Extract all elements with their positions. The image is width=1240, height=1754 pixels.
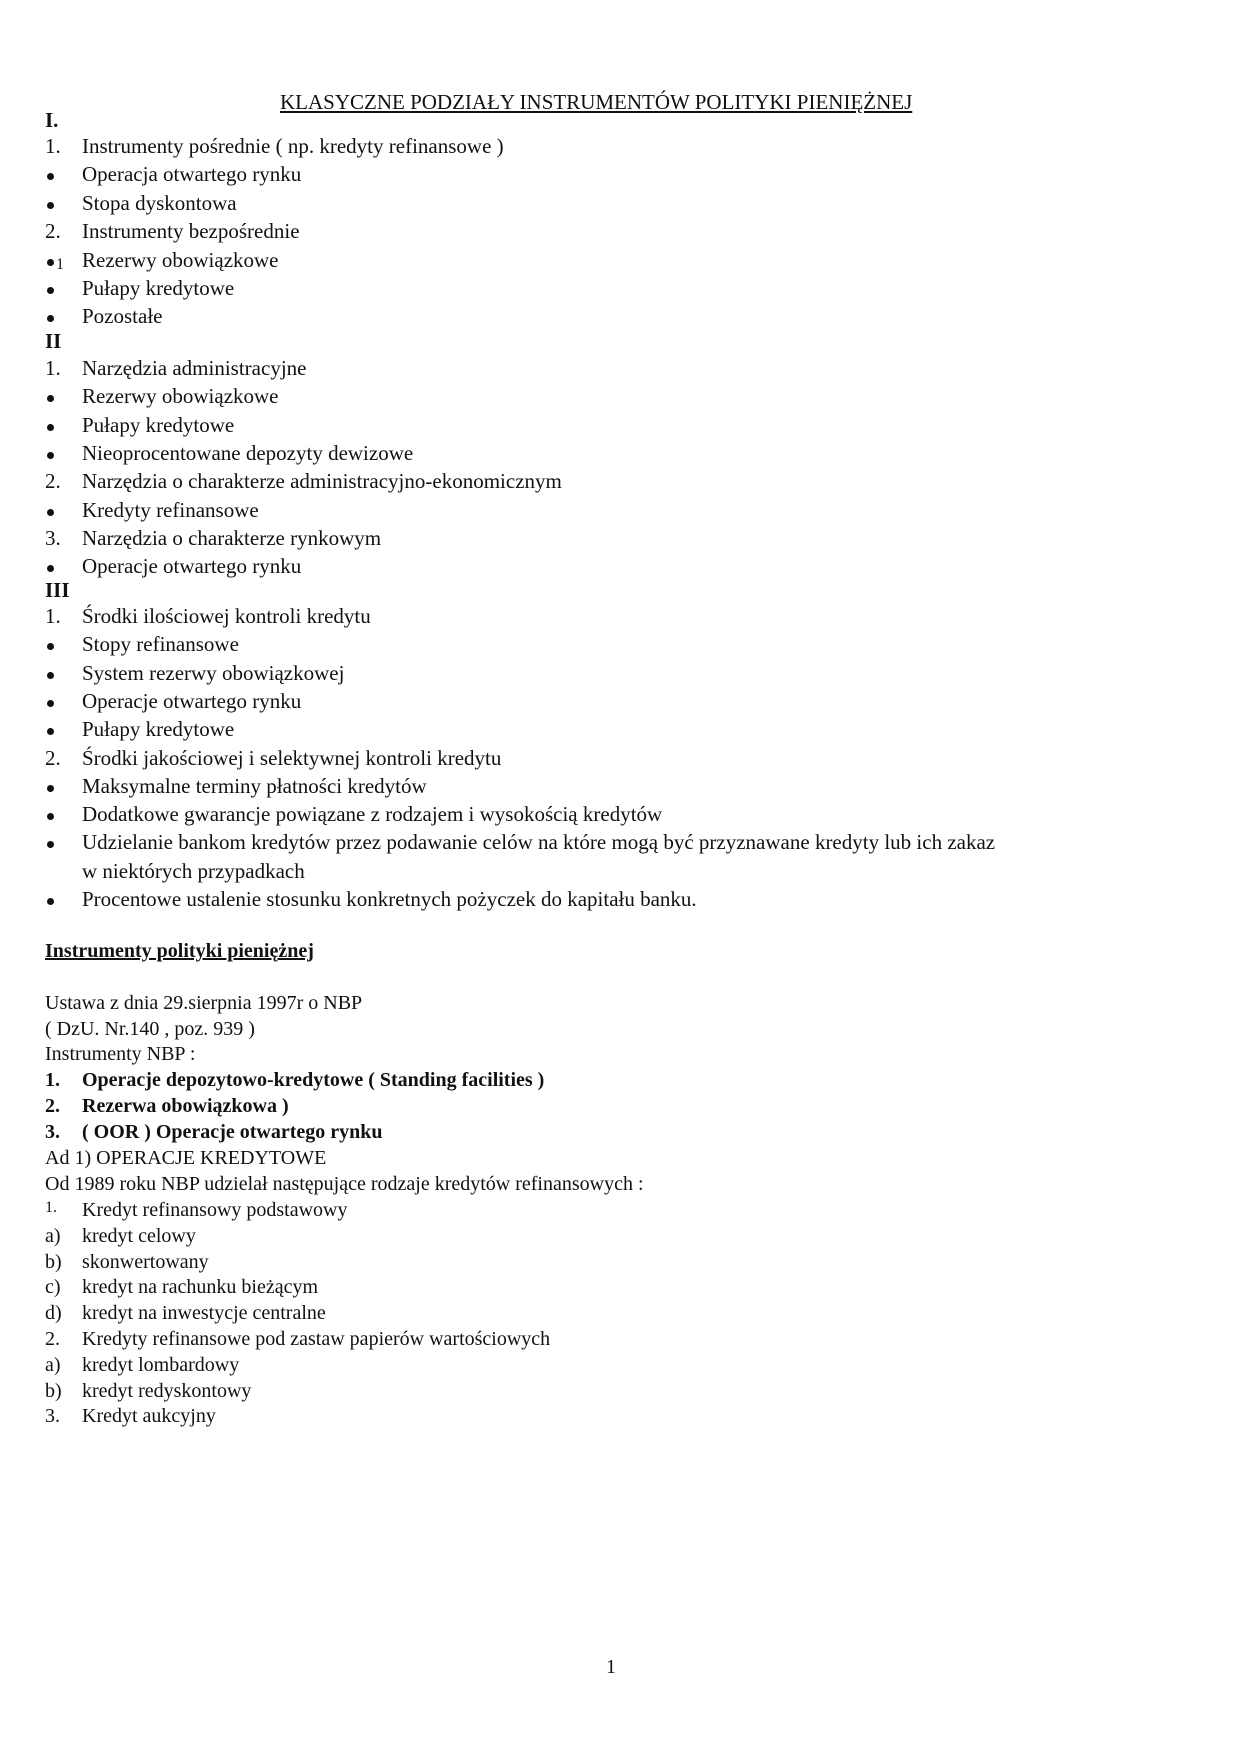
list-marker: 2.	[45, 745, 61, 770]
list-item-text: Rezerwy obowiązkowe	[82, 247, 279, 272]
bullet-icon	[47, 287, 54, 294]
text-line: Ustawa z dnia 29.sierpnia 1997r o NBP	[45, 992, 363, 1014]
list-item	[45, 774, 1195, 802]
list-item	[45, 356, 1195, 384]
credit-item	[45, 1380, 1195, 1408]
bullet-icon	[47, 509, 54, 516]
list-item-text: Środki jakościowej i selektywnej kontroli kredytu	[82, 745, 502, 770]
list-item-text: Instrumenty bezpośrednie	[82, 219, 300, 244]
list-item	[45, 689, 1195, 717]
list-item	[45, 632, 1195, 660]
list-item	[45, 830, 1195, 858]
list-item-text: Kredyt aukcyjny	[82, 1405, 216, 1428]
list-item-text: Rezerwa obowiązkowa )	[82, 1095, 289, 1117]
list-item-text: Narzędzia administracyjne	[82, 356, 307, 380]
list-item	[45, 134, 1195, 162]
bullet-icon	[47, 173, 54, 180]
list-item	[45, 498, 1195, 526]
list-item-text: Procentowe ustalenie stosunku konkretnych pożyczek do kapitału banku.	[82, 887, 697, 911]
bullet-icon	[47, 700, 54, 707]
list-item-text: Narzędzia o charakterze administracyjno-ekonomicznym	[82, 469, 562, 494]
list-item-text: Kredyty refinansowe	[82, 497, 259, 522]
list-marker: 2.	[45, 469, 61, 494]
bullet-icon	[47, 565, 54, 572]
list-item	[45, 219, 1195, 247]
list-item-text: Narzędzia o charakterze rynkowym	[82, 525, 382, 550]
bullet-icon	[47, 841, 54, 848]
nbp-instrument	[45, 1069, 1195, 1097]
bullet-icon	[47, 813, 54, 820]
list-item-text: Stopy refinansowe	[82, 632, 239, 657]
list-item-text: Pułapy kredytowe	[82, 412, 235, 437]
list-item-text: kredyt redyskontowy	[82, 1379, 252, 1402]
list-item-text: Pułapy kredytowe	[82, 276, 235, 300]
list-item-text: Środki ilościowej kontroli kredytu	[82, 604, 371, 628]
section-heading: II	[45, 329, 62, 353]
bullet-icon	[47, 728, 54, 735]
list-item-text: Operacje otwartego rynku	[82, 554, 302, 579]
bullet-icon	[47, 672, 54, 679]
text-line: ( DzU. Nr.140 , poz. 939 )	[45, 1018, 255, 1040]
list-marker: b)	[45, 1250, 62, 1273]
list-item-text: System rezerwy obowiązkowej	[82, 660, 345, 685]
list-marker: 1.	[45, 356, 61, 380]
credit-item	[45, 1199, 1195, 1227]
bullet-icon	[47, 785, 54, 792]
list-item-text: ( OOR ) Operacje otwartego rynku	[82, 1121, 383, 1143]
list-item-text: Kredyty refinansowe pod zastaw papierów wartościowych	[82, 1328, 551, 1350]
text-line: Od 1989 roku NBP udzielał następujące rodzaje kredytów refinansowych :	[45, 1173, 644, 1195]
list-marker: 3.	[45, 525, 61, 550]
list-marker: 1.	[45, 604, 61, 628]
bullet-icon	[47, 202, 54, 209]
list-item-text: Dodatkowe gwarancje powiązane z rodzajem i wysokością kredytów	[82, 802, 663, 827]
list-item-text: Instrumenty pośrednie ( np. kredyty refinansowe )	[82, 134, 504, 158]
list-marker: b)	[45, 1379, 62, 1402]
list-item	[45, 802, 1195, 830]
section-heading: I.	[45, 108, 59, 132]
list-item	[45, 746, 1195, 774]
list-item-text: skonwertowany	[82, 1250, 209, 1273]
list-item	[45, 554, 1195, 582]
credit-item	[45, 1328, 1195, 1356]
list-item	[45, 304, 1195, 332]
list-item	[45, 717, 1195, 745]
credit-item	[45, 1302, 1195, 1330]
list-marker: 2.	[45, 1095, 60, 1117]
list-item	[45, 859, 1195, 887]
list-marker: d)	[45, 1302, 62, 1325]
list-item	[45, 661, 1195, 689]
bullet-icon	[47, 315, 54, 322]
section-heading: III	[45, 578, 70, 602]
list-item	[45, 413, 1195, 441]
list-item-text: Operacje depozytowo-kredytowe ( Standing facilities )	[82, 1069, 545, 1091]
bullet-icon	[47, 643, 54, 650]
credit-item	[45, 1251, 1195, 1279]
list-item-text: kredyt na inwestycje centralne	[82, 1302, 326, 1325]
list-marker: 1.	[45, 134, 61, 158]
list-item-text: Udzielanie bankom kredytów przez podawanie celów na które mogą być przyznawane kredyty lub ich zakaz	[82, 830, 996, 855]
list-item-text: Nieoprocentowane depozyty dewizowe	[82, 440, 414, 465]
nbp-instrument	[45, 1095, 1195, 1123]
list-item	[45, 191, 1195, 219]
list-item	[45, 604, 1195, 632]
list-item-text: Rezerwy obowiązkowe	[82, 384, 279, 409]
list-item-text: Maksymalne terminy płatności kredytów	[82, 773, 427, 798]
list-item-text: kredyt na rachunku bieżącym	[82, 1276, 319, 1299]
list-item-text: Stopa dyskontowa	[82, 190, 237, 215]
list-marker: 1.	[45, 1069, 60, 1091]
page-number: 1	[606, 1656, 616, 1678]
list-marker: 3.	[45, 1121, 60, 1143]
list-item	[45, 248, 1195, 276]
list-item-text: Pozostałe	[82, 304, 163, 329]
list-item	[45, 162, 1195, 190]
list-item	[45, 384, 1195, 412]
list-item	[45, 887, 1195, 915]
bullet-icon	[47, 395, 54, 402]
list-item-text: kredyt lombardowy	[82, 1353, 240, 1376]
list-marker: c)	[45, 1276, 61, 1299]
list-item-text: Pułapy kredytowe	[82, 717, 235, 742]
stray-mark: 1	[56, 256, 64, 273]
bullet-icon	[47, 259, 54, 266]
credit-item	[45, 1225, 1195, 1253]
list-marker: 3.	[45, 1405, 60, 1428]
list-marker: 2.	[45, 1328, 60, 1350]
nbp-instrument	[45, 1121, 1195, 1149]
list-item-text: w niektórych przypadkach	[82, 858, 305, 883]
document-title: KLASYCZNE PODZIAŁY INSTRUMENTÓW POLITYKI PIENIĘŻNEJ	[280, 90, 913, 114]
list-item-text: Operacje otwartego rynku	[82, 688, 302, 713]
bullet-icon	[47, 424, 54, 431]
bullet-icon	[47, 452, 54, 459]
text-line: Instrumenty NBP :	[45, 1043, 196, 1065]
text-line: Ad 1) OPERACJE KREDYTOWE	[45, 1147, 327, 1169]
list-marker: a)	[45, 1353, 61, 1376]
list-item	[45, 526, 1195, 554]
credit-item	[45, 1354, 1195, 1382]
list-marker: 2.	[45, 219, 61, 244]
list-marker: a)	[45, 1224, 61, 1247]
list-item	[45, 469, 1195, 497]
bullet-icon	[47, 898, 54, 905]
list-item-text: Operacja otwartego rynku	[82, 162, 302, 187]
list-item-text: kredyt celowy	[82, 1224, 196, 1247]
credit-item	[45, 1276, 1195, 1304]
list-item-text: Kredyt refinansowy podstawowy	[82, 1199, 348, 1221]
list-item	[45, 276, 1195, 304]
section-subheading: Instrumenty polityki pieniężnej	[45, 940, 314, 962]
list-marker: 1.	[45, 1199, 57, 1216]
credit-item	[45, 1405, 1195, 1433]
list-item	[45, 441, 1195, 469]
